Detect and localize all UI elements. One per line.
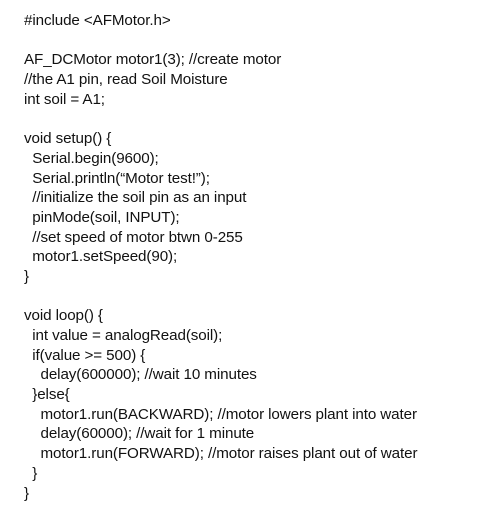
code-line-set-speed: motor1.setSpeed(90); [24,248,178,266]
code-line-loop-open: void loop() { [24,307,103,325]
code-line-else: }else{ [24,386,70,404]
code-line-delay-long: delay(600000); //wait 10 minutes [24,366,257,384]
code-listing [24,11,494,503]
code-line-serial-println: Serial.println(“Motor test!”); [24,169,210,187]
code-line-blank [24,109,494,129]
code-line-run-backward: motor1.run(BACKWARD); //motor lowers plant into water [24,405,417,423]
code-line-blank [24,31,494,51]
code-line-loop-close: } [24,484,29,502]
code-line-delay-short: delay(60000); //wait for 1 minute [24,425,255,443]
code-line-else-close: } [24,464,38,482]
code-line-analog-read: int value = analogRead(soil); [24,327,223,344]
code-line-motor-declaration: AF_DCMotor motor1(3); //create motor [24,51,282,69]
code-line-comment-soil-pin: //the A1 pin, read Soil Moisture [24,71,228,89]
code-line-setup-open: void setup() { [24,130,112,148]
code-line-pinmode: pinMode(soil, INPUT); [24,208,180,226]
code-line-comment-speed: //set speed of motor btwn 0-255 [24,228,243,246]
code-line-run-forward: motor1.run(FORWARD); //motor raises plant out of water [24,445,418,463]
code-line-include: #include <AFMotor.h> [24,12,171,29]
code-line-blank [24,287,494,307]
code-line-serial-begin: Serial.begin(9600); [24,149,159,167]
code-line-comment-initialize: //initialize the soil pin as an input [24,189,247,207]
code-line-setup-close: } [24,267,29,285]
code-line-soil-declaration: int soil = A1; [24,90,105,108]
code-line-if-condition: if(value >= 500) { [24,346,146,364]
